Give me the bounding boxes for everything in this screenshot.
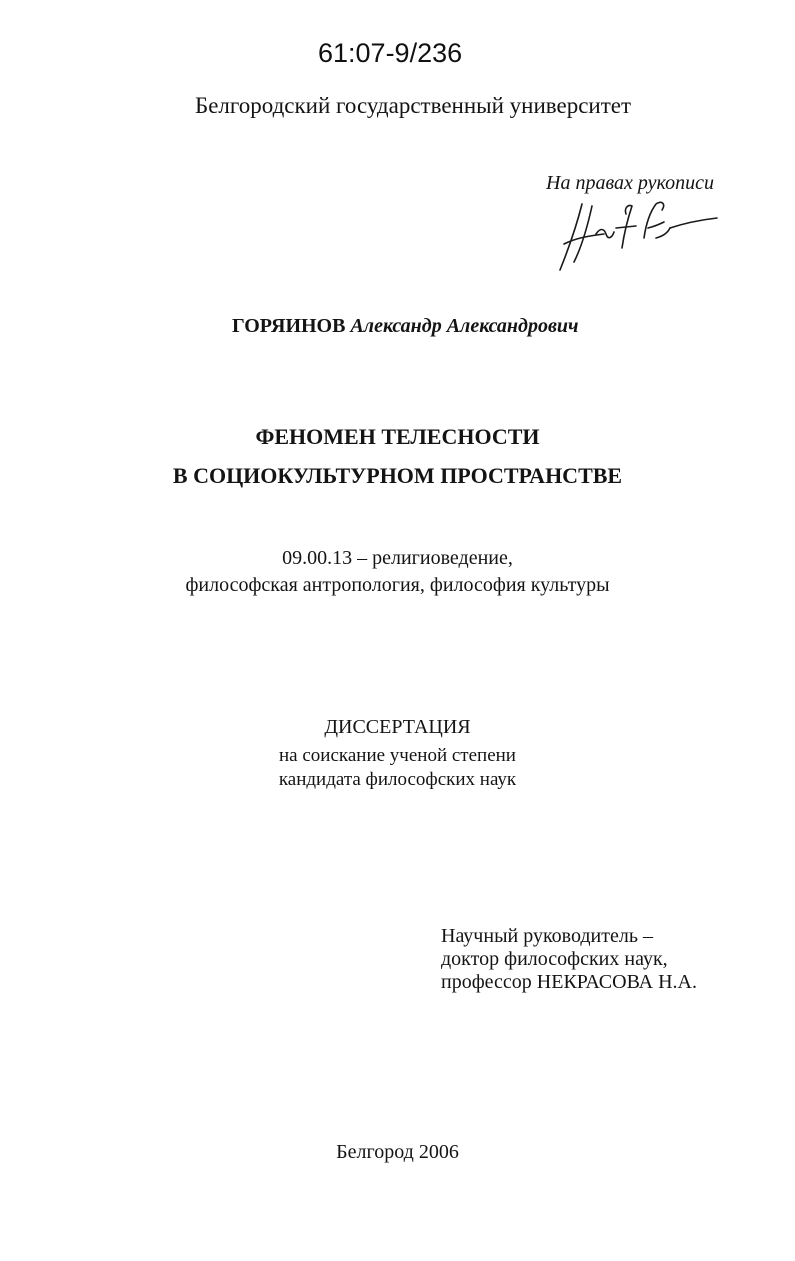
author-name: Александр Александрович — [350, 315, 579, 337]
dissertation-degree-line-2: кандидата философских наук — [278, 769, 517, 790]
dissertation-degree-line-1: на соискание ученой степени — [279, 745, 516, 766]
specialty-line-2: философская антропология, философия культуры — [185, 574, 610, 596]
thesis-title-line-2: В СОЦИОКУЛЬТУРНОМ ПРОСТРАНСТВЕ — [172, 463, 623, 488]
author-surname: ГОРЯИНОВ — [232, 315, 346, 337]
city-year: Белгород 2006 — [336, 1141, 459, 1163]
supervisor-line-3: профессор НЕКРАСОВА Н.А. — [441, 971, 697, 993]
handwritten-signature — [552, 198, 722, 276]
university-name: Белгородский государственный университет — [195, 93, 632, 118]
thesis-title-line-1: ФЕНОМЕН ТЕЛЕСНОСТИ — [255, 424, 540, 449]
document-code: 61:07-9/236 — [318, 38, 463, 68]
supervisor-line-2: доктор философских наук, — [441, 948, 668, 970]
author-line — [232, 315, 579, 338]
specialty-line-1: 09.00.13 – религиоведение, — [282, 547, 513, 569]
dissertation-heading: ДИССЕРТАЦИЯ — [324, 716, 471, 738]
manuscript-note: На правах рукописи — [546, 172, 714, 194]
supervisor-line-1: Научный руководитель – — [441, 925, 653, 947]
